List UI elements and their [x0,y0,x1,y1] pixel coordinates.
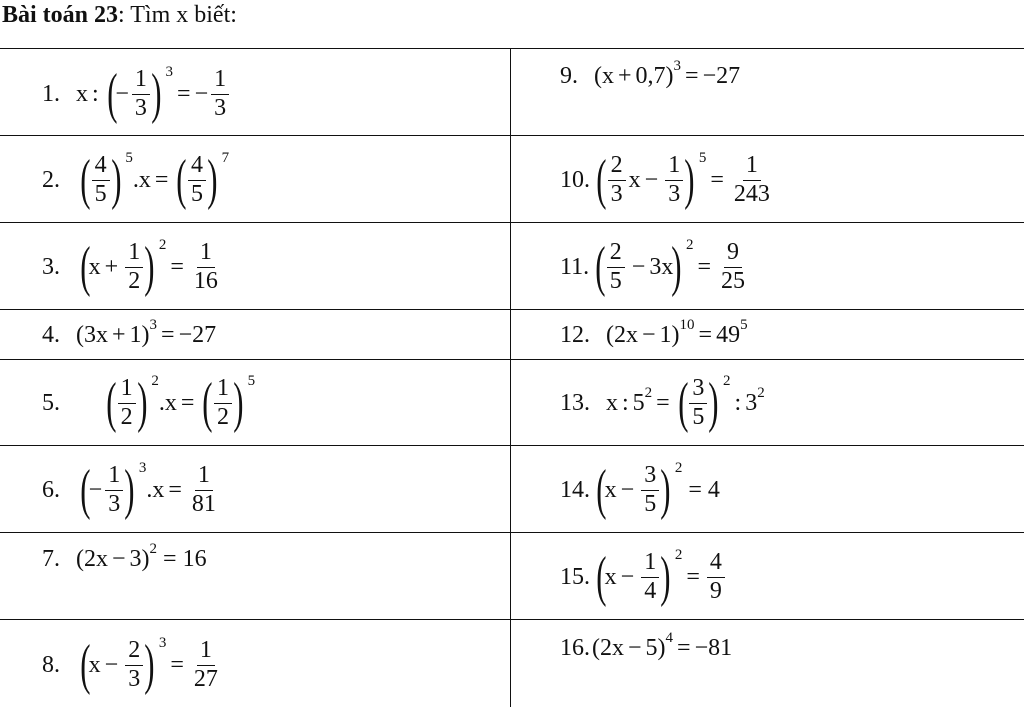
problem-14 [560,451,720,529]
equation: ( x − $\frac{1}{4}$ ) $^2$ = $\frac{4}{9}$ [592,549,728,605]
problem-number: 3. [42,253,60,280]
exponent: 2 [674,459,683,476]
problem-6 [42,451,222,529]
fraction: $\frac{1}{2}$ [214,376,232,429]
paren-close: ) [151,63,162,125]
fraction: $\frac{1}{3}$ [105,463,123,516]
fraction: $\frac{3}{5}$ [641,463,659,516]
exponent: 5 [125,149,133,166]
problem-number: 6. [42,476,60,503]
problem-15 [560,538,728,616]
equation: ( 3x + 1 ) $^3$ = −27 [76,316,217,348]
fraction: $\frac{1}{81}$ [191,462,216,517]
equation: ( 2x − 3 ) $^2$ = 16 [76,540,207,572]
problem-8 [42,626,224,704]
problem-number: 1. [42,80,60,107]
fraction: $\frac{4}{5}$ [92,153,110,206]
problem-number: 2. [42,166,60,193]
exponent: 2 [644,384,653,401]
equation: ( x − $\frac{3}{5}$ ) $^2$ = 4 [596,459,720,521]
exponent: 7 [221,149,230,166]
problem-10 [560,141,776,219]
fraction: $\frac{1}{2}$ [125,240,143,293]
fraction: $\frac{2}{5}$ [607,240,625,293]
exponent: 2 [757,384,765,401]
problem-5 [42,364,255,442]
problem-number: 7. [42,545,60,572]
exponent: 2 [151,372,159,389]
problem-number: 14. [560,476,590,503]
problem-number: 11. [560,253,590,280]
var-x: .x [132,166,151,193]
problem-number: 10. [560,166,590,193]
row-divider [0,309,1024,310]
row-divider [0,222,1024,223]
exponent: 2 [723,372,731,389]
problem-4 [42,312,216,358]
equation: ( x + $\frac{1}{2}$ ) $^2$ = $\frac{1}{16}$ [76,239,224,295]
problem-16 [560,626,732,670]
fraction: $\frac{2}{3}$ [125,638,143,691]
fraction: $\frac{1}{3}$ [211,67,229,120]
table-border-top [0,48,1024,49]
problem-2 [42,141,229,219]
op-colon: : [92,80,99,107]
equation: ( x + 0,7 ) $^3$ = −27 [594,57,741,89]
exponent: 4 [665,629,674,646]
equation: ( $\frac{2}{3}$ x − $\frac{1}{3}$ ) $^5$ = $\frac{1}{243}$ [592,152,776,208]
exponent: 3 [165,63,174,80]
fraction: $\frac{3}{5}$ [689,376,707,429]
exponent: 2 [149,540,158,557]
problem-13 [560,364,765,442]
problem-9 [560,56,740,96]
fraction: $\frac{9}{25}$ [721,239,746,294]
column-divider [510,48,511,707]
problem-12 [560,312,748,358]
fraction: $\frac{1}{3}$ [132,67,150,120]
problem-number: 13. [560,389,590,416]
equation [76,63,232,125]
exponent: 3 [158,634,167,651]
fraction: $\frac{1}{16}$ [193,239,218,294]
fraction: $\frac{1}{3}$ [665,153,683,206]
row-divider [0,619,1024,620]
fraction: $\frac{4}{9}$ [707,550,725,603]
paren-open: ( [106,63,118,125]
exponent: 3 [673,57,682,74]
row-divider [0,445,1024,446]
problem-number: 9. [560,62,578,89]
problem-7 [42,538,207,580]
op-equals: = [177,80,191,107]
exponent: 5 [247,372,256,389]
op-minus: − [115,80,129,107]
problem-3 [42,228,224,306]
fraction: $\frac{1}{27}$ [193,637,218,692]
exponent: 3 [138,459,147,476]
problem-number: 12. [560,321,590,348]
equation: ( x − $\frac{2}{3}$ ) $^3$ = $\frac{1}{27}$ [76,637,224,693]
exponent: 10 [679,316,695,333]
exponent: 5 [698,149,707,166]
row-divider [0,359,1024,360]
exponent: 5 [740,316,748,333]
fraction: $\frac{2}{3}$ [608,153,626,206]
exponent: 2 [158,236,167,253]
title-rest: : Tìm x biết: [118,2,237,28]
problem-number: 8. [42,651,60,678]
fraction: $\frac{1}{2}$ [118,376,136,429]
problem-number: 4. [42,321,60,348]
equation: ( 2x − 5 ) $^4$ = −81 [592,629,733,661]
title-bold: Bài toán 23 [2,2,119,28]
equation: ( $\frac{2}{5}$ − 3x ) $^2$ = $\frac{9}{25}$ [591,239,751,295]
fraction: $\frac{4}{5}$ [188,153,206,206]
problem-11 [560,228,751,306]
equation: ( $\frac{4}{5}$ ) $^5$ .x = ( $\frac{4}{5}$ ) $^7$ [80,149,230,211]
exponent: 2 [674,546,683,563]
equation: ( $\frac{1}{2}$ ) $^2$ .x = ( $\frac{1}{2}$ ) $^5$ [106,372,256,434]
exponent: 3 [149,316,158,333]
fraction: $\frac{1}{243}$ [733,152,770,207]
exponent: 2 [685,236,694,253]
op-minus: − [194,80,209,107]
problem-number: 5. [42,389,60,416]
equation: x : 5 $^2$ = ( $\frac{3}{5}$ ) $^2$ : 3 $^2$ [606,372,765,434]
equation: ( − $\frac{1}{3}$ ) $^3$ .x = $\frac{1}{81}$ [76,462,222,518]
equation: ( 2x − 1 ) $^{10}$ = 49 $^5$ [606,316,748,348]
problem-number: 16. [560,634,590,661]
var-x: x [76,80,88,107]
row-divider [0,532,1024,533]
fraction: $\frac{1}{4}$ [641,550,659,603]
problem-1 [42,56,232,132]
row-divider [0,135,1024,136]
problem-number: 15. [560,563,590,590]
page-title [2,2,237,29]
